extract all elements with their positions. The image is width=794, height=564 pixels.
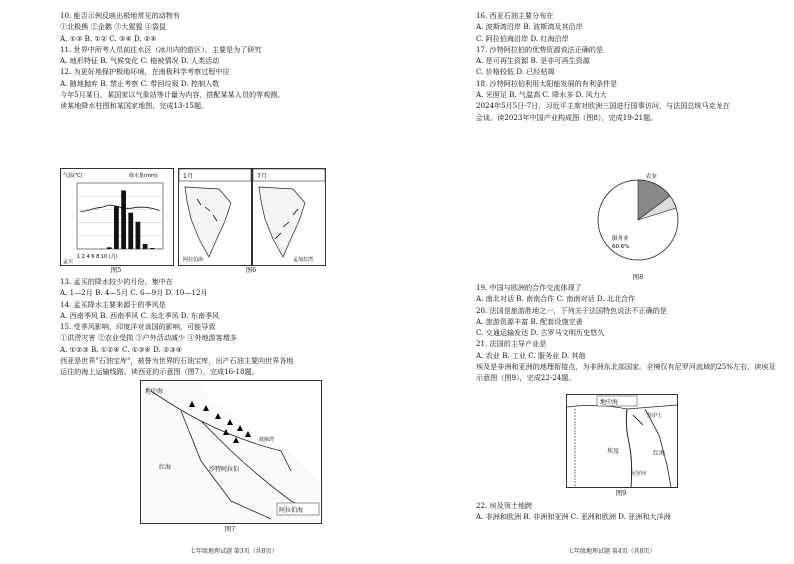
fig9-egypt-label: 埃及 [607, 448, 620, 455]
text-line: ①洪涝灾害 ②农业受损 ③户外活动减少 ④外地游客增多 [60, 333, 238, 343]
text-line: A. ①③ B. ①② C. ③④ D. ②④ [60, 33, 157, 43]
fig6-bay-label: 孟加拉湾 [293, 257, 314, 263]
fig5-precip-unit: 降水量(mm) [129, 173, 158, 179]
text-line: C. 价格较低 D. 已经枯竭 [476, 67, 555, 77]
fig7-red-label: 红海 [159, 464, 172, 471]
fig8-pct-label: 60.6% [612, 244, 630, 250]
figure-9-caption: 图9 [615, 489, 627, 497]
text-line: 11. 世界中所考人员前往水区（冰川内的游区），主要是为了研究 [60, 44, 262, 54]
right-page-footer: 七年级地理试题 第4页（共8页） [568, 548, 656, 555]
figure-8-pie-chart [588, 170, 688, 270]
text-line: A. 1—2月 B. 4—5月 C. 6—9月 D. 10—12月 [60, 288, 208, 298]
fig6-b-label: 7月 [257, 173, 267, 180]
text-line: A. 南北对话 B. 南南合作 C. 南南对话 D. 北北合作 [476, 294, 636, 304]
text-line: 西亚是世界"石油宝库"，被誉为世界的石油宝库，出产石油主要向世界各地 [60, 356, 294, 366]
fig7-med-label: 地中海 [145, 388, 164, 395]
text-line: A. 光照足 B. 气温高 C. 降水多 D. 风力大 [476, 90, 607, 100]
text-line: 14. 孟买降水主要来源于的季风是 [60, 299, 166, 309]
text-line: A. ①②③ B. ①②④ C. ①③④ D. ②③④ [60, 344, 183, 354]
text-line: 运往的海上运输线路。读西亚的示意图（图7），完成16-18题。 [60, 367, 259, 377]
fig5-svg [61, 169, 173, 265]
precip-bar [128, 213, 133, 249]
text-line: 10. 能否示例反映出极地常见的动物有 [60, 11, 180, 20]
figure-8-caption: 图8 [632, 273, 644, 281]
fig9-lake-label: 苏伊士 [647, 413, 663, 419]
text-line: 15. 受季风影响，印度洋对该国的影响，可能导致 [60, 322, 216, 332]
fig6-a-label: 1月 [183, 173, 193, 180]
fig7-gulf-label: 阿拉伯海 [279, 507, 304, 514]
figure-7-caption: 图7 [224, 525, 236, 533]
fig8-agri-label: 农业 [646, 174, 658, 180]
left-page-footer: 七年级地理试题 第3页（共8页） [190, 548, 278, 555]
text-line: 16. 西亚石油主要分布在 [476, 11, 554, 20]
precip-bar [107, 247, 112, 249]
figure-7-west-asia-map [140, 380, 322, 524]
fig9-sea-label: 红海 [653, 450, 666, 457]
right-page [476, 10, 786, 123]
text-line: A. 农业 B. 工业 C. 服务业 D. 其他 [476, 350, 586, 360]
text-line: 18. 沙特阿拉伯利用太阳能发展的有利条件是 [476, 78, 618, 88]
text-line: 22. 埃及领土地跨 [476, 501, 533, 510]
fig9-nile-label: 尼罗河 [631, 471, 647, 477]
text-line: 19. 中国与欧洲的合作交流体现了 [476, 283, 582, 292]
fig5-temp-unit: 气温(℃) [63, 173, 83, 179]
text-line: 17. 沙特阿拉伯的优势资源说法正确的是 [476, 44, 604, 54]
text-line: 今年5月某日，某国家以气象站等计量为内容，搭配某某人员的等观测。 [60, 90, 285, 100]
text-line: 2024年5月5日-7日，习近平主席对欧洲三国进行国事访问，与法国总统马克龙在 [476, 101, 730, 111]
fig8-serv-label: 服务业 [612, 236, 629, 242]
figure-9-egypt-map [566, 394, 678, 488]
text-line: A. 是可再生资源 B. 是非可再生资源 [476, 56, 590, 66]
figure-6-map-a [178, 168, 252, 266]
right-page-lower [476, 282, 786, 384]
precip-bar [150, 248, 155, 249]
figure-5-caption: 图5 [110, 266, 122, 274]
text-line: 20. 法国是旅游胜地之一，下列关于法国特色说法不正确的是 [476, 305, 667, 315]
precip-bar [114, 206, 119, 249]
text-line: 21. 法国的主导产业是 [476, 339, 547, 349]
text-line: C. 阿拉伯海沿岸 D. 红海沿岸 [476, 33, 569, 43]
precip-bar [143, 244, 148, 249]
text-line: A. 波斯湾沿岸 B. 波斯湾及其沿岸 [476, 22, 583, 32]
text-line: 示意图（图9），完成22-24题。 [476, 373, 576, 383]
fig9-med-label: 地中海 [600, 399, 619, 406]
text-line: A. 随地抛弃 B. 禁止考察 C. 带回垃圾 D. 控制人数 [60, 78, 220, 88]
text-line: A. 地形特征 B. 气候变化 C. 植被情况 D. 人类活动 [60, 56, 220, 66]
left-page-lower [60, 276, 390, 378]
precip-bar [136, 222, 141, 249]
text-line: 会谈。读2023年中国产业构成图（图8），完成19-21题。 [476, 112, 658, 122]
text-line: 13. 孟买的降水较少的月份，集中在 [60, 277, 173, 286]
left-page [60, 10, 390, 112]
text-line: A. 非洲和欧洲 B. 非洲和亚洲 C. 亚洲和欧洲 D. 亚洲和大洋洲 [476, 512, 671, 522]
fig7-persian-label: 波斯湾 [259, 437, 275, 443]
precip-bar [121, 190, 126, 249]
figure-6-caption: 图6 [245, 266, 257, 274]
fig5-month-axis: 1 2 4 6 8 10 (月) [77, 254, 118, 260]
text-line: 读某地降水柱图和某国家地图，完成13-15题。 [60, 101, 209, 111]
right-page-q22 [476, 500, 786, 523]
text-line: 埃及是非洲和亚洲的地理衔接点，为非洲东北部国家。全境仅有尼罗河流域的25%左右，读埃及 [476, 362, 776, 372]
figure-6-map-b [252, 168, 326, 266]
text-line: A. 旅游资源丰富 B. 配套设施完善 [476, 316, 583, 326]
fig7-desert-label: 沙特阿拉伯 [209, 466, 240, 473]
text-line: ①北极熊 ②企鹅 ③大猩猩 ④袋鼠 [60, 22, 167, 32]
text-line: C. 交通运输发达 D. 古罗马文明历史悠久 [476, 328, 605, 338]
fig6-sea-label: 阿拉伯海 [183, 257, 204, 263]
fig5-city-label: 孟买 [63, 259, 74, 265]
figure-5-climate-chart [60, 168, 174, 266]
text-line: 12. 为更好地保护极地环境，在南极科学考察过程中应 [60, 67, 230, 77]
text-line: A. 西南季风 B. 西南季风 C. 东北季风 D. 东南季风 [60, 310, 220, 320]
